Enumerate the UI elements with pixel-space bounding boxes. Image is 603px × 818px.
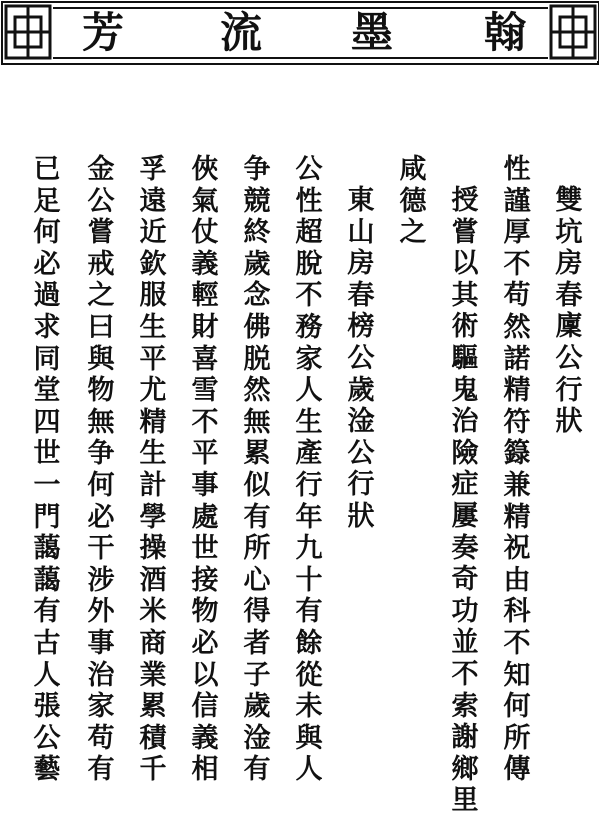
text-char: 從 (295, 659, 323, 691)
text-char: 積 (139, 722, 167, 754)
text-char: 公 (295, 154, 323, 185)
text-char: 然 (503, 311, 531, 343)
text-char: 累 (139, 691, 167, 723)
text-char: 與 (87, 343, 115, 375)
text-char: 性 (295, 185, 323, 217)
text-char: 平 (139, 343, 167, 375)
text-char: 德 (399, 185, 427, 217)
text-char: 公 (555, 342, 583, 374)
text-char: 酒 (139, 564, 167, 596)
text-char: 干 (87, 533, 115, 565)
text-char: 科 (503, 596, 531, 628)
text-char: 服 (139, 280, 167, 312)
text-char: 功 (451, 595, 479, 627)
text-char: 有 (243, 754, 271, 786)
text-char: 何 (33, 217, 61, 249)
text-char: 不 (295, 280, 323, 312)
text-char: 同 (33, 343, 61, 375)
text-char: 遠 (139, 185, 167, 217)
header-banner (0, 0, 603, 70)
text-char: 符 (503, 406, 531, 438)
text-char: 由 (503, 564, 531, 596)
text-char: 必 (87, 501, 115, 533)
text-char: 咸 (399, 154, 427, 185)
text-column-11 (30, 154, 64, 786)
text-char: 屢 (451, 500, 479, 532)
text-char: 物 (191, 596, 219, 628)
text-char: 涉 (87, 564, 115, 596)
text-char: 有 (33, 596, 61, 628)
text-char: 喜 (191, 343, 219, 375)
text-char: 必 (191, 627, 219, 659)
text-char: 不 (503, 627, 531, 659)
text-char: 苟 (503, 280, 531, 312)
text-char: 歲 (347, 374, 375, 406)
text-char: 之 (399, 217, 427, 249)
text-char: 米 (139, 596, 167, 628)
text-char: 子 (243, 659, 271, 691)
text-char: 事 (191, 469, 219, 501)
text-char: 學 (139, 501, 167, 533)
text-char: 不 (503, 248, 531, 280)
text-char: 相 (191, 754, 219, 786)
text-char: 性 (503, 154, 531, 185)
text-char: 症 (451, 469, 479, 501)
text-char: 精 (503, 375, 531, 407)
text-char: 謹 (503, 185, 531, 217)
text-char: 精 (503, 501, 531, 533)
text-char: 雪 (191, 375, 219, 407)
text-char: 房 (555, 248, 583, 280)
text-column-8 (188, 154, 222, 786)
text-column-2 (500, 154, 534, 786)
text-char: 餘 (295, 627, 323, 659)
text-char: 不 (191, 406, 219, 438)
text-char: 奏 (451, 532, 479, 564)
text-char: 不 (451, 658, 479, 690)
text-column-1 (552, 185, 586, 438)
text-char: 公 (347, 437, 375, 469)
text-char: 有 (295, 596, 323, 628)
text-char: 兼 (503, 469, 531, 501)
text-char: 榜 (347, 311, 375, 343)
text-char: 有 (87, 754, 115, 786)
text-char: 精 (139, 406, 167, 438)
text-char: 祝 (503, 533, 531, 565)
text-char: 四 (33, 406, 61, 438)
text-char: 奇 (451, 564, 479, 596)
text-char: 義 (191, 722, 219, 754)
text-char: 坑 (555, 216, 583, 248)
text-column-5 (344, 185, 378, 533)
text-char: 傳 (503, 754, 531, 786)
text-column-9 (136, 154, 170, 786)
text-char: 商 (139, 627, 167, 659)
text-char: 與 (295, 722, 323, 754)
text-char: 金 (87, 154, 115, 185)
text-char: 門 (33, 501, 61, 533)
title-char-1: 芳 (76, 10, 130, 56)
text-char: 務 (295, 311, 323, 343)
text-char: 平 (191, 438, 219, 470)
text-char: 足 (33, 185, 61, 217)
text-char: 東 (347, 185, 375, 216)
text-char: 春 (555, 279, 583, 311)
text-column-10 (84, 154, 118, 786)
text-char: 古 (33, 627, 61, 659)
text-char: 行 (347, 469, 375, 501)
text-char: 念 (243, 280, 271, 312)
text-char: 接 (191, 564, 219, 596)
text-column-7 (240, 154, 274, 786)
text-char: 戒 (87, 248, 115, 280)
text-column-4 (396, 154, 430, 249)
text-char: 欽 (139, 248, 167, 280)
text-char: 十 (295, 564, 323, 596)
text-char: 藝 (33, 754, 61, 786)
text-char: 里 (451, 785, 479, 817)
text-char: 廩 (555, 311, 583, 343)
title-char-2: 流 (214, 10, 268, 56)
text-char: 人 (295, 754, 323, 786)
text-char: 歲 (243, 691, 271, 723)
text-char: 藹 (33, 564, 61, 596)
text-char: 行 (295, 469, 323, 501)
text-column-6 (292, 154, 326, 786)
text-char: 處 (191, 501, 219, 533)
text-char: 鄉 (451, 753, 479, 785)
text-char: 行 (555, 374, 583, 406)
text-char: 諾 (503, 343, 531, 375)
text-char: 其 (451, 279, 479, 311)
text-char: 信 (191, 691, 219, 723)
text-char: 家 (87, 691, 115, 723)
text-char: 累 (243, 438, 271, 470)
text-char: 世 (33, 438, 61, 470)
text-char: 無 (87, 406, 115, 438)
text-char: 九 (295, 533, 323, 565)
text-char: 得 (243, 596, 271, 628)
text-char: 公 (347, 342, 375, 374)
text-char: 生 (139, 438, 167, 470)
text-char: 產 (295, 438, 323, 470)
text-char: 何 (87, 469, 115, 501)
text-char: 人 (33, 659, 61, 691)
text-char: 以 (191, 659, 219, 691)
text-char: 無 (243, 406, 271, 438)
text-char: 計 (139, 469, 167, 501)
text-char: 氣 (191, 185, 219, 217)
text-char: 世 (191, 533, 219, 565)
text-char: 似 (243, 469, 271, 501)
text-char: 争 (243, 154, 271, 185)
text-char: 一 (33, 469, 61, 501)
text-char: 心 (243, 564, 271, 596)
title-char-3: 墨 (345, 10, 399, 56)
text-char: 歲 (243, 248, 271, 280)
text-char: 之 (87, 280, 115, 312)
text-char: 何 (503, 691, 531, 723)
text-column-3 (448, 185, 482, 817)
text-char: 淦 (243, 722, 271, 754)
text-char: 脱 (243, 343, 271, 375)
text-char: 外 (87, 596, 115, 628)
fret-knot-ornament-right (548, 3, 598, 61)
text-char: 治 (451, 406, 479, 438)
text-char: 籙 (503, 438, 531, 470)
text-char: 終 (243, 217, 271, 249)
text-char: 近 (139, 217, 167, 249)
text-char: 公 (87, 185, 115, 217)
text-char: 操 (139, 533, 167, 565)
text-char: 脫 (295, 248, 323, 280)
text-char: 生 (139, 311, 167, 343)
text-char: 尤 (139, 375, 167, 407)
text-char: 春 (347, 279, 375, 311)
text-char: 險 (451, 437, 479, 469)
fret-knot-ornament-left (3, 3, 53, 61)
text-char: 佛 (243, 311, 271, 343)
text-char: 張 (33, 691, 61, 723)
text-char: 然 (243, 375, 271, 407)
text-char: 仗 (191, 217, 219, 249)
text-char: 事 (87, 627, 115, 659)
text-char: 以 (451, 248, 479, 280)
text-char: 所 (503, 722, 531, 754)
text-char: 人 (295, 375, 323, 407)
text-char: 有 (243, 501, 271, 533)
title-char-4: 翰 (478, 10, 532, 56)
text-char: 淦 (347, 406, 375, 438)
text-char: 義 (191, 248, 219, 280)
text-char: 過 (33, 280, 61, 312)
text-char: 千 (139, 754, 167, 786)
text-char: 財 (191, 311, 219, 343)
text-char: 業 (139, 659, 167, 691)
text-char: 必 (33, 248, 61, 280)
text-char: 俠 (191, 154, 219, 185)
text-char: 孚 (139, 154, 167, 185)
text-char: 謝 (451, 722, 479, 754)
text-char: 未 (295, 691, 323, 723)
text-char: 狀 (347, 500, 375, 532)
text-char: 並 (451, 627, 479, 659)
text-char: 治 (87, 659, 115, 691)
text-char: 藹 (33, 533, 61, 565)
text-char: 索 (451, 690, 479, 722)
text-char: 驅 (451, 342, 479, 374)
text-char: 年 (295, 501, 323, 533)
text-char: 所 (243, 533, 271, 565)
text-char: 物 (87, 375, 115, 407)
text-char: 嘗 (451, 216, 479, 248)
text-char: 超 (295, 217, 323, 249)
text-char: 知 (503, 659, 531, 691)
text-char: 山 (347, 216, 375, 248)
text-char: 輕 (191, 280, 219, 312)
text-char: 嘗 (87, 217, 115, 249)
text-char: 求 (33, 311, 61, 343)
text-char: 公 (33, 722, 61, 754)
text-char: 狀 (555, 406, 583, 438)
text-char: 術 (451, 311, 479, 343)
text-char: 授 (451, 185, 479, 216)
text-char: 苟 (87, 722, 115, 754)
text-char: 生 (295, 406, 323, 438)
text-char: 競 (243, 185, 271, 217)
text-char: 曰 (87, 311, 115, 343)
text-char: 已 (33, 154, 61, 185)
text-char: 争 (87, 438, 115, 470)
text-char: 者 (243, 627, 271, 659)
text-char: 雙 (555, 185, 583, 216)
text-char: 家 (295, 343, 323, 375)
text-char: 堂 (33, 375, 61, 407)
text-char: 房 (347, 248, 375, 280)
text-char: 厚 (503, 217, 531, 249)
text-char: 鬼 (451, 374, 479, 406)
